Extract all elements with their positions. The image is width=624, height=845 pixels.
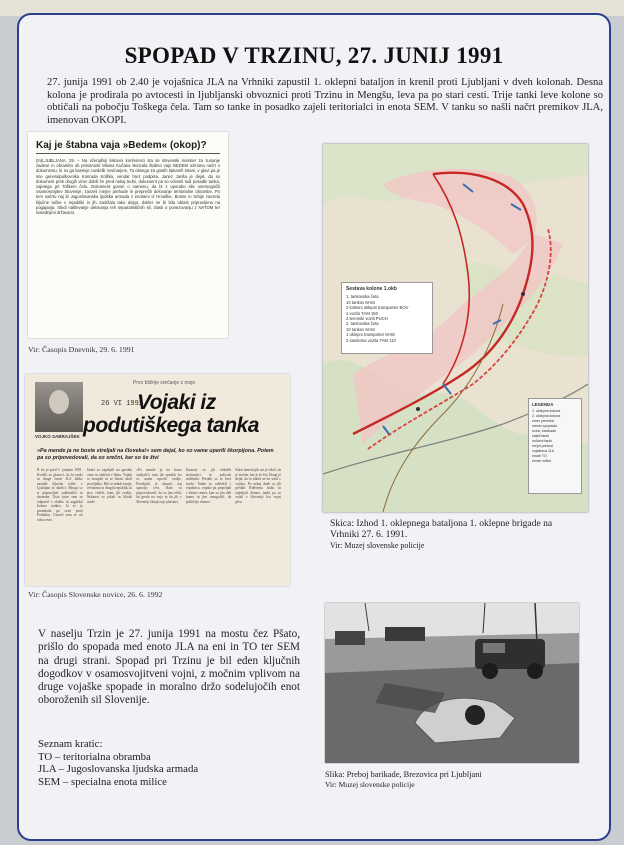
composition-title: Sestava kolone 1.okb bbox=[346, 286, 397, 292]
clipping-headline: Kaj je štabna vaja »Bedem« (okop)? bbox=[36, 140, 220, 154]
legend-item: ovira, barikada bbox=[532, 429, 556, 433]
clipping-body: (In)LJUBLJANA, 29. – Na včerajšnji tiskovni konferenci sta se slovenski minister za zunanje zadeve in obrambo ob prisotnosti Milana Kučana skicirala štabno vajo BEDEM oziroma načrt o dokumentu, ki so ga kasneje razdelili novinarjem. Ta obsega 15 gostih tipkanih strani, v glavi pa je ime generalpolkovnika Konrada Kolška, vendar brez podpisa. Janez Janša je dejal, da so dokument prek drugih virov dobili že pred nekaj tedni, dokument pa so odvzeli tudi posadki tanka, zajetega pri Toškem čelu. Dokument govori o namenu, da bi z uporabo sile onemogočili osamosvojitev Slovenije, zavzeli mejne prehode in preprečili delovanje teritorialne obrambe. Po tem načrtu naj bi Jugoslovanska ljudska armada z enotami iz Hrvaške, Bosne in Srbije zavzela ključne točke v republiki in jih zadržala tako dolgo, dokler ne bi bila oblast pripravljena na pogajanja. Sledi naštevanje delovanja teh separatističnih sil, zlasti o povezovanju z NATOM ter sosednjimi državami. bbox=[36, 158, 220, 216]
abbreviation-item: TO – teritorialna obramba bbox=[38, 750, 151, 763]
route-map bbox=[323, 144, 588, 512]
page-title: SPOPAD V TRZINU, 27. JUNIJ 1991 bbox=[124, 43, 504, 68]
clipping-column: Kasneje so jih obkolili teritorialci in policisti miličniki. Predali so se brez strela. Tanke so odvlekli v vojašnico, vojake pa prepeljali v zbirni center, kjer so jim dali hrano in jim omogočili, da pokličejo domov. bbox=[185, 468, 232, 504]
map-caption-text: Skica: Izhod 1. oklepnega bataljona 1. oklepne brigade na Vrhniki 27. 6. 1991. bbox=[330, 518, 553, 540]
clipping-lead: »Pa mende ja ne boste streljali na človeka!« sem dejal, ko so vame uperili škorpijona. Potem pa so pripovedovali, da so srečni, ker so še živi bbox=[37, 448, 274, 461]
legend-item: mejni prehod bbox=[532, 444, 553, 448]
clipping-author: VOJKO SABRAJŠEK bbox=[35, 434, 80, 439]
newspaper-clipping-slovenske-novice bbox=[25, 374, 290, 586]
composition-line: 2 terenski vozili PUCH bbox=[346, 316, 388, 322]
abbreviation-item: JLA – Jugoslovanska ljudska armada bbox=[38, 763, 199, 776]
map-caption bbox=[330, 518, 580, 551]
legend-item: smer premika bbox=[532, 419, 554, 423]
clipping-column: B ilo je pred 1. junijem 1991. Krožili so glasovi, da bi tanki in druge enote JLA lahko zasedle ključne točke v Ljubljani in okolici. Mnogi so si pripravljali zaklonišča in shrambe. Tisto jutro sem se odpravil v službo in zagledal kolono tankov, ki se je premikala po cesti proti Podutiku. Ustavil sem se ob robu ceste. bbox=[37, 468, 83, 522]
composition-line: 1. tankovska četa bbox=[346, 294, 379, 300]
composition-line: 10 tankov M-84 bbox=[346, 299, 375, 305]
clipping-column: »Pa mende ja ne boste streljali?« sem jih vprašal, ko so name uperili orožje. Poveljnik je ukazal, naj spustijo cevi. Nato so pripovedovali, da so jim rekli, da gredo na vajo in da jih v Sloveniji čakajo tuji plačanci. bbox=[136, 468, 182, 504]
composition-line: 10 tankov M-84 bbox=[346, 326, 375, 332]
clipping-kicker: Prvo bližnje srečanje z mojo bbox=[133, 380, 196, 386]
photo-graphic bbox=[325, 603, 579, 763]
composition-line: 3 sanitetna vozila TAM 110 bbox=[346, 337, 396, 343]
legend-item: 1. oklepna kolona bbox=[532, 409, 561, 413]
clipping-column: Eden izmed njih mi je rekel, da je srečen, ker je še živ. Drugi je dejal, da se nikoli ne bo vrnil v vojsko. Po nekaj dneh so jih predali Rdečemu križu in odpeljali domov, tanki pa so ostali v Sloveniji kot vojni plen. bbox=[235, 468, 281, 504]
clipping-caption-dnevnik: Vir: Časopis Dnevnik, 29. 6. 1991 bbox=[28, 345, 135, 354]
composition-line: 1 vozilo TAM 150 bbox=[346, 310, 378, 316]
photo-caption bbox=[325, 770, 585, 790]
author-portrait bbox=[35, 382, 83, 432]
map-source: Vir: Muzej slovenske policije bbox=[330, 541, 425, 550]
trzin-paragraph: V naselju Trzin je 27. junija 1991 na mostu čez Pšato, prišlo do spopada med enoto JLA na eni in TO ter SEM na drugi strani. Spopad pri Trzinu je bil eden ključnih dogodkov v osamosvojitveni vojni, z močnim vplivom na druge vojaške spopade in moralno držo sodelujočih enot oboroženih sil Slovenije. bbox=[38, 628, 300, 707]
composition-line: 2. tankovska četa bbox=[346, 321, 379, 327]
composition-line: 2 kolesni oklepni transporter BOV bbox=[346, 305, 409, 311]
abbreviations-list bbox=[38, 738, 300, 788]
barricade-photo bbox=[325, 603, 579, 763]
legend-item: mesto spopada bbox=[532, 424, 557, 428]
clipping-columns bbox=[37, 468, 281, 580]
legend-item: zajeti tanki bbox=[532, 434, 549, 438]
photo-caption-text: Slika: Preboj barikade, Brezovica pri Ljubljani bbox=[325, 770, 482, 779]
column-composition-box bbox=[341, 282, 433, 354]
abbreviations-heading: Seznam kratic: bbox=[38, 738, 103, 750]
photo-source: Vir: Muzej slovenske policije bbox=[325, 780, 415, 789]
intro-paragraph: 27. junija 1991 ob 2.40 je vojašnica JLA na Vrhniki zapustil 1. oklepni bataljon in krenil proti Ljubljani v dveh kolonah. Desna kolona je prodirala po avtocesti in ljubljanski obvoznici proti Trzinu in Mengšu, leva pa po stari cesti. Trije tanki leve kolone so obtičali na pobočju Toškega čela. Tam so tanke in posadko zajeli teritorialci in enota SEM. V tanku so našli načrt premikov JLA, imenovan OKOPI. bbox=[47, 77, 603, 126]
legend-title: LEGENDA bbox=[532, 402, 554, 407]
legend-item: enote milice bbox=[532, 459, 552, 463]
legend-item: uničeni tanki bbox=[532, 439, 552, 443]
legend-item: 2. oklepna kolona bbox=[532, 414, 561, 418]
map-legend bbox=[528, 398, 582, 494]
date-stamp: 26 VI 1992 bbox=[101, 400, 144, 408]
clipping-caption-slovenske-novice: Vir: Časopis Slovenske novice, 26. 6. 1992 bbox=[28, 590, 163, 599]
newspaper-clipping-dnevnik bbox=[28, 132, 228, 338]
composition-line: 1 oklepni transporter M-60 bbox=[346, 332, 395, 338]
clipping-column: Tanki so zapeljali na gozdno cesto in obtičali v blatu. Vojaki so izstopili in se zbrali okoli poveljnika. Bili so mladi fantje, večinoma iz drugih republik, ki niso vedeli, kam jih vodijo. Nekateri so jokali in klicali starše. bbox=[86, 468, 133, 504]
clipping-headline-line2: podutiškega tanka bbox=[83, 414, 259, 437]
clipping-headline-line1: Vojaki iz bbox=[137, 391, 216, 414]
abbreviation-item: SEM – specialna enota milice bbox=[38, 775, 167, 788]
legend-item: vojašnica JLA bbox=[532, 449, 555, 453]
legend-item: enote TO bbox=[532, 454, 547, 458]
